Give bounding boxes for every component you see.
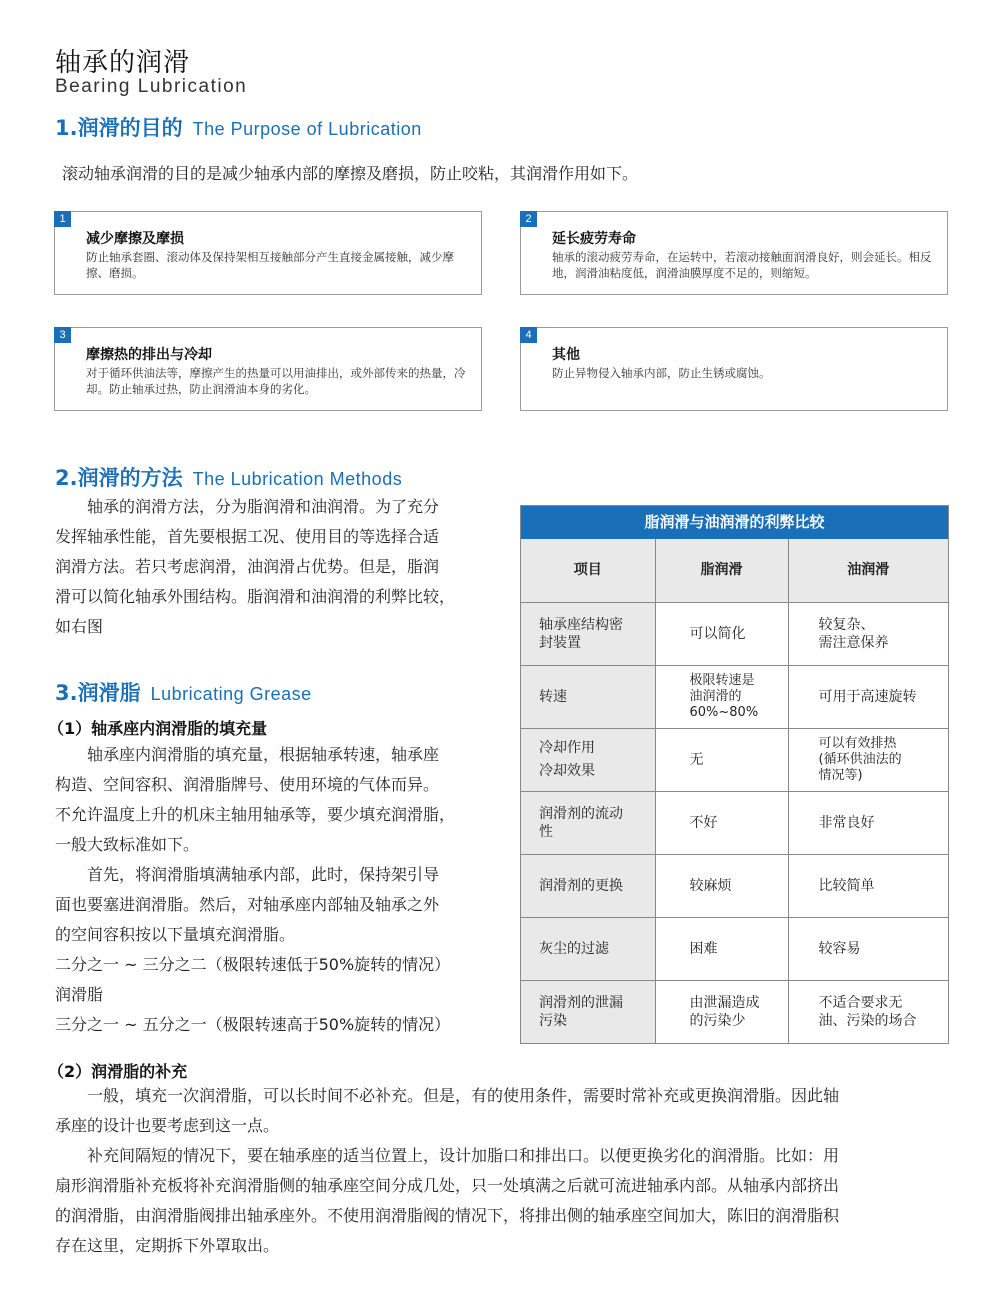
text-line: 滑可以简化轴承外围结构。脂润滑和油润滑的利弊比较， — [55, 587, 456, 606]
section-3-title-zh: 3.润滑脂 — [55, 681, 141, 705]
section-3-heading — [55, 677, 312, 707]
comparison-table-grid — [521, 539, 948, 1043]
card-number: 1 — [54, 211, 71, 227]
grease-fill-text — [55, 740, 505, 1040]
text-line: 润滑方法。若只考虑润滑，油润滑占优势。但是，脂润 — [55, 557, 440, 576]
text-line: 不允许温度上升的机床主轴用轴承等，要少填充润滑脂， — [55, 805, 456, 824]
table-cell: 非常良好 — [818, 814, 875, 831]
header-item: 项目 — [521, 539, 655, 602]
card-title: 摩擦热的排出与冷却 — [86, 347, 212, 363]
card-number: 2 — [520, 211, 537, 227]
card-body: 轴承的滚动疲劳寿命，在运转中，若滚动接触面润滑良好，则会延长。相反地，润滑油粘度低，润滑油膜厚度不足的，则缩短。 — [552, 250, 932, 280]
table-cell: 润滑剂的流动 性 — [539, 805, 623, 840]
table-row — [521, 917, 948, 980]
table-cell: 可以简化 — [689, 625, 746, 642]
page-subtitle: Bearing Lubrication — [55, 76, 248, 97]
text-line: 三分之一 ~ 五分之一（极限转速高于50%旋转的情况） — [55, 1015, 451, 1034]
table-cell: 灰尘的过滤 — [539, 940, 609, 957]
grease-refill-text — [55, 1081, 955, 1261]
card-body: 防止异物侵入轴承内部，防止生锈或腐蚀。 — [552, 366, 771, 380]
table-cell: 极限转速是 油润滑的 60%~80% — [689, 672, 759, 720]
table-row — [521, 665, 948, 728]
section-2-heading — [55, 462, 402, 492]
table-cell: 轴承座结构密 封装置 — [539, 616, 623, 651]
text-line: 轴承座内润滑脂的填充量，根据轴承转速，轴承座 — [55, 745, 440, 764]
table-cell: 润滑剂的更换 — [539, 877, 623, 894]
table-title: 脂润滑与油润滑的利弊比较 — [521, 506, 948, 539]
page-title: 轴承的润滑 — [55, 48, 191, 78]
card-title: 减少摩擦及摩损 — [86, 231, 184, 247]
section-1-title-zh: 1.润滑的目的 — [55, 116, 183, 140]
card-title: 其他 — [552, 347, 580, 363]
table-cell: 较复杂、 需注意保养 — [818, 616, 889, 651]
table-cell: 困难 — [689, 940, 718, 957]
table-row — [521, 791, 948, 854]
text-line: 首先，将润滑脂填满轴承内部，此时，保持架引导 — [55, 865, 440, 884]
table-cell: 由泄漏造成 的污染少 — [689, 994, 760, 1029]
table-cell: 较容易 — [818, 940, 861, 957]
table-cell: 比较简单 — [818, 877, 875, 894]
text-line: 承座的设计也要考虑到这一点。 — [55, 1116, 280, 1135]
purpose-card-4 — [520, 327, 948, 411]
grease-refill-heading: （2）润滑脂的补充 — [48, 1062, 188, 1081]
section-1-title-en: The Purpose of Lubrication — [192, 119, 422, 139]
text-line: 的润滑脂，由润滑脂阀排出轴承座外。不使用润滑脂阀的情况下，将排出侧的轴承座空间加大，陈旧的润滑脂积 — [55, 1206, 840, 1225]
purpose-card-3 — [54, 327, 482, 411]
card-body: 防止轴承套圈、滚动体及保持架相互接触部分产生直接金属接触，减少摩擦、磨损。 — [86, 250, 454, 280]
table-cell: 不好 — [689, 814, 718, 831]
text-line: 发挥轴承性能，首先要根据工况、使用目的等选择合适 — [55, 527, 440, 546]
header-grease: 脂润滑 — [655, 539, 788, 602]
text-line: 轴承的润滑方法，分为脂润滑和油润滑。为了充分 — [55, 497, 440, 516]
text-line: 扇形润滑脂补充板将补充润滑脂侧的轴承座空间分成几处，只一处填满之后就可流进轴承内部。从轴承内部挤出 — [55, 1176, 840, 1195]
table-cell: 可用于高速旋转 — [818, 688, 917, 705]
comparison-table — [520, 505, 949, 1044]
table-cell: 转速 — [539, 688, 567, 705]
table-row — [521, 854, 948, 917]
table-row — [521, 728, 948, 791]
section-2-title-zh: 2.润滑的方法 — [55, 466, 183, 490]
text-line: 构造、空间容积、润滑脂牌号、使用环境的气体而异。 — [55, 775, 440, 794]
text-line: 补充间隔短的情况下，要在轴承座的适当位置上，设计加脂口和排出口。以便更换劣化的润滑脂。比如：用 — [55, 1146, 840, 1165]
text-line: 存在这里，定期拆下外罩取出。 — [55, 1236, 280, 1255]
purpose-card-2 — [520, 211, 948, 295]
table-row — [521, 980, 948, 1043]
text-line: 面也要塞进润滑脂。然后，对轴承座内部轴及轴承之外 — [55, 895, 440, 914]
section-2-text — [55, 492, 495, 642]
text-line: 一般，填充一次润滑脂，可以长时间不必补充。但是，有的使用条件，需要时常补充或更换润滑脂。因此轴 — [55, 1086, 840, 1105]
section-1-heading — [55, 112, 422, 142]
card-body: 对于循环供油法等，摩擦产生的热量可以用油排出，或外部传来的热量，冷却。防止轴承过热，防止润滑油本身的劣化。 — [86, 366, 466, 396]
section-3-title-en: Lubricating Grease — [150, 684, 312, 704]
table-cell: 冷却作用 冷却效果 — [539, 739, 595, 779]
text-line: 二分之一 ~ 三分之二（极限转速低于50%旋转的情况） — [55, 955, 451, 974]
grease-fill-heading: （1）轴承座内润滑脂的填充量 — [48, 719, 268, 738]
table-cell: 不适合要求无 油、污染的场合 — [818, 994, 917, 1029]
card-number: 3 — [54, 327, 71, 343]
text-line: 润滑脂 — [55, 985, 104, 1004]
table-cell: 润滑剂的泄漏 污染 — [539, 994, 623, 1029]
table-cell: 无 — [689, 751, 704, 768]
purpose-card-1 — [54, 211, 482, 295]
card-title: 延长疲劳寿命 — [552, 231, 636, 247]
text-line: 如右图 — [55, 617, 104, 636]
section-1-intro: 滚动轴承润滑的目的是减少轴承内部的摩擦及磨损，防止咬粘，其润滑作用如下。 — [62, 164, 639, 183]
text-line: 一般大致标准如下。 — [55, 835, 200, 854]
header-oil: 油润滑 — [788, 539, 948, 602]
section-2-title-en: The Lubrication Methods — [192, 469, 403, 489]
table-cell: 较麻烦 — [689, 877, 732, 894]
table-row — [521, 602, 948, 665]
text-line: 的空间容积按以下量填充润滑脂。 — [55, 925, 296, 944]
table-cell: 可以有效排热 (循环供油法的 情况等) — [818, 735, 902, 783]
card-number: 4 — [520, 327, 537, 343]
table-header-row — [521, 539, 948, 602]
